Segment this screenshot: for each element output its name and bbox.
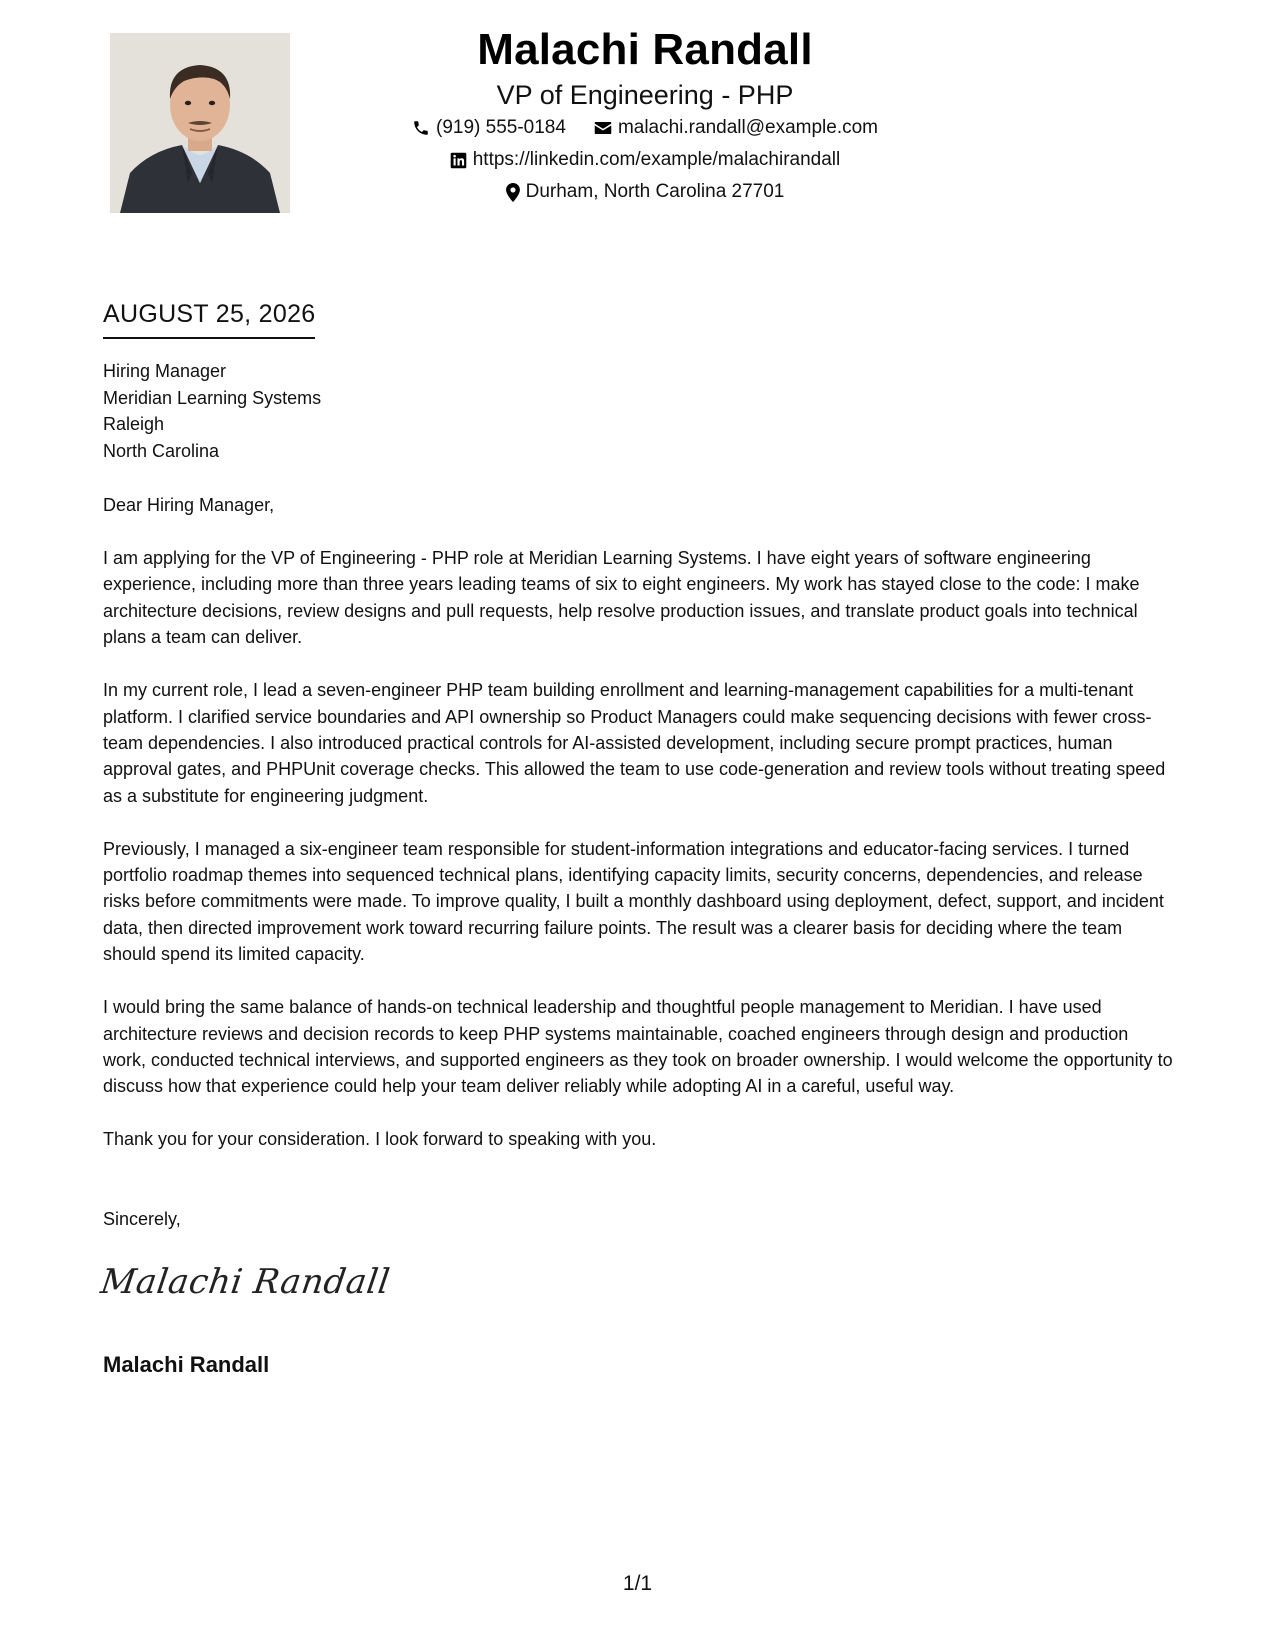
phone-number: (919) 555-0184 <box>436 117 566 138</box>
body-paragraph: Thank you for your consideration. I look forward to speaking with you. <box>103 1129 657 1150</box>
recipient-line: Meridian Learning Systems <box>103 387 322 408</box>
linkedin-icon <box>450 152 467 169</box>
contact-line-primary <box>345 112 945 144</box>
handwritten-signature: Malachi Randall <box>98 1262 393 1302</box>
applicant-name: Malachi Randall <box>477 25 813 74</box>
recipient-line: Hiring Manager <box>103 361 227 381</box>
closing: Sincerely, <box>103 1209 181 1229</box>
letter-body <box>103 545 1173 1179</box>
body-paragraph: In my current role, I lead a seven-engineer PHP team building enrollment and learning-management capabilities for a multi-tenant platform. I clarified service boundaries and API ownership so Product Managers could make sequencing decisions with fewer cross-team dependencies. I also introduced practical controls for AI-assisted development, including secure prompt practices, human approval gates, and PHPUnit coverage checks. This allowed the team to use code-generation and review tools without treating speed as a substitute for engineering judgment. <box>103 680 1166 806</box>
location-text: Durham, North Carolina 27701 <box>525 181 785 202</box>
signer-name: Malachi Randall <box>103 1352 270 1377</box>
recipient-block <box>103 358 321 464</box>
contact-line-location <box>345 176 945 208</box>
linkedin-link[interactable]: https://linkedin.com/example/malachirandall <box>472 149 841 170</box>
recipient-line: Raleigh <box>103 414 165 434</box>
resume-header <box>345 22 945 208</box>
body-paragraph: I am applying for the VP of Engineering - PHP role at Meridian Learning Systems. I have eight years of software engineering experience, including more than three years leading teams of six to eight engineers. My work has stayed close to the code: I make architecture decisions, review designs and pull requests, help resolve production issues, and translate product goals into technical plans a team can deliver. <box>103 548 1140 648</box>
page-number: 1/1 <box>622 1572 653 1595</box>
phone-icon <box>412 119 430 137</box>
job-title: VP of Engineering - PHP <box>496 80 794 110</box>
profile-photo <box>110 33 290 213</box>
body-paragraph: Previously, I managed a six-engineer team responsible for student-information integrations and educator-facing services. I turned portfolio roadmap themes into sequenced technical plans, identifying capacity limits, security concerns, dependencies, and release risks before commitments were made. To improve quality, I built a monthly dashboard using deployment, defect, support, and incident data, then directed improvement work toward recurring failure points. The result was a clearer basis for deciding where the team should spend its limited capacity. <box>103 838 1164 965</box>
recipient-line: North Carolina <box>103 440 220 461</box>
letter-date: AUGUST 25, 2026 <box>103 297 315 339</box>
map-pin-icon <box>506 183 520 202</box>
envelope-icon <box>594 120 612 136</box>
email-link[interactable]: malachi.randall@example.com <box>617 117 878 138</box>
salutation: Dear Hiring Manager, <box>103 495 275 515</box>
contact-line-linkedin <box>345 144 945 176</box>
body-paragraph: I would bring the same balance of hands-on technical leadership and thoughtful people management to Meridian. I have used architecture reviews and decision records to keep PHP systems maintainable, coached engineers through design and production work, conducted technical interviews, and supported engineers as they took on broader ownership. I would welcome the opportunity to discuss how that experience could help your team deliver reliably while adopting AI in a careful, useful way. <box>103 997 1173 1097</box>
